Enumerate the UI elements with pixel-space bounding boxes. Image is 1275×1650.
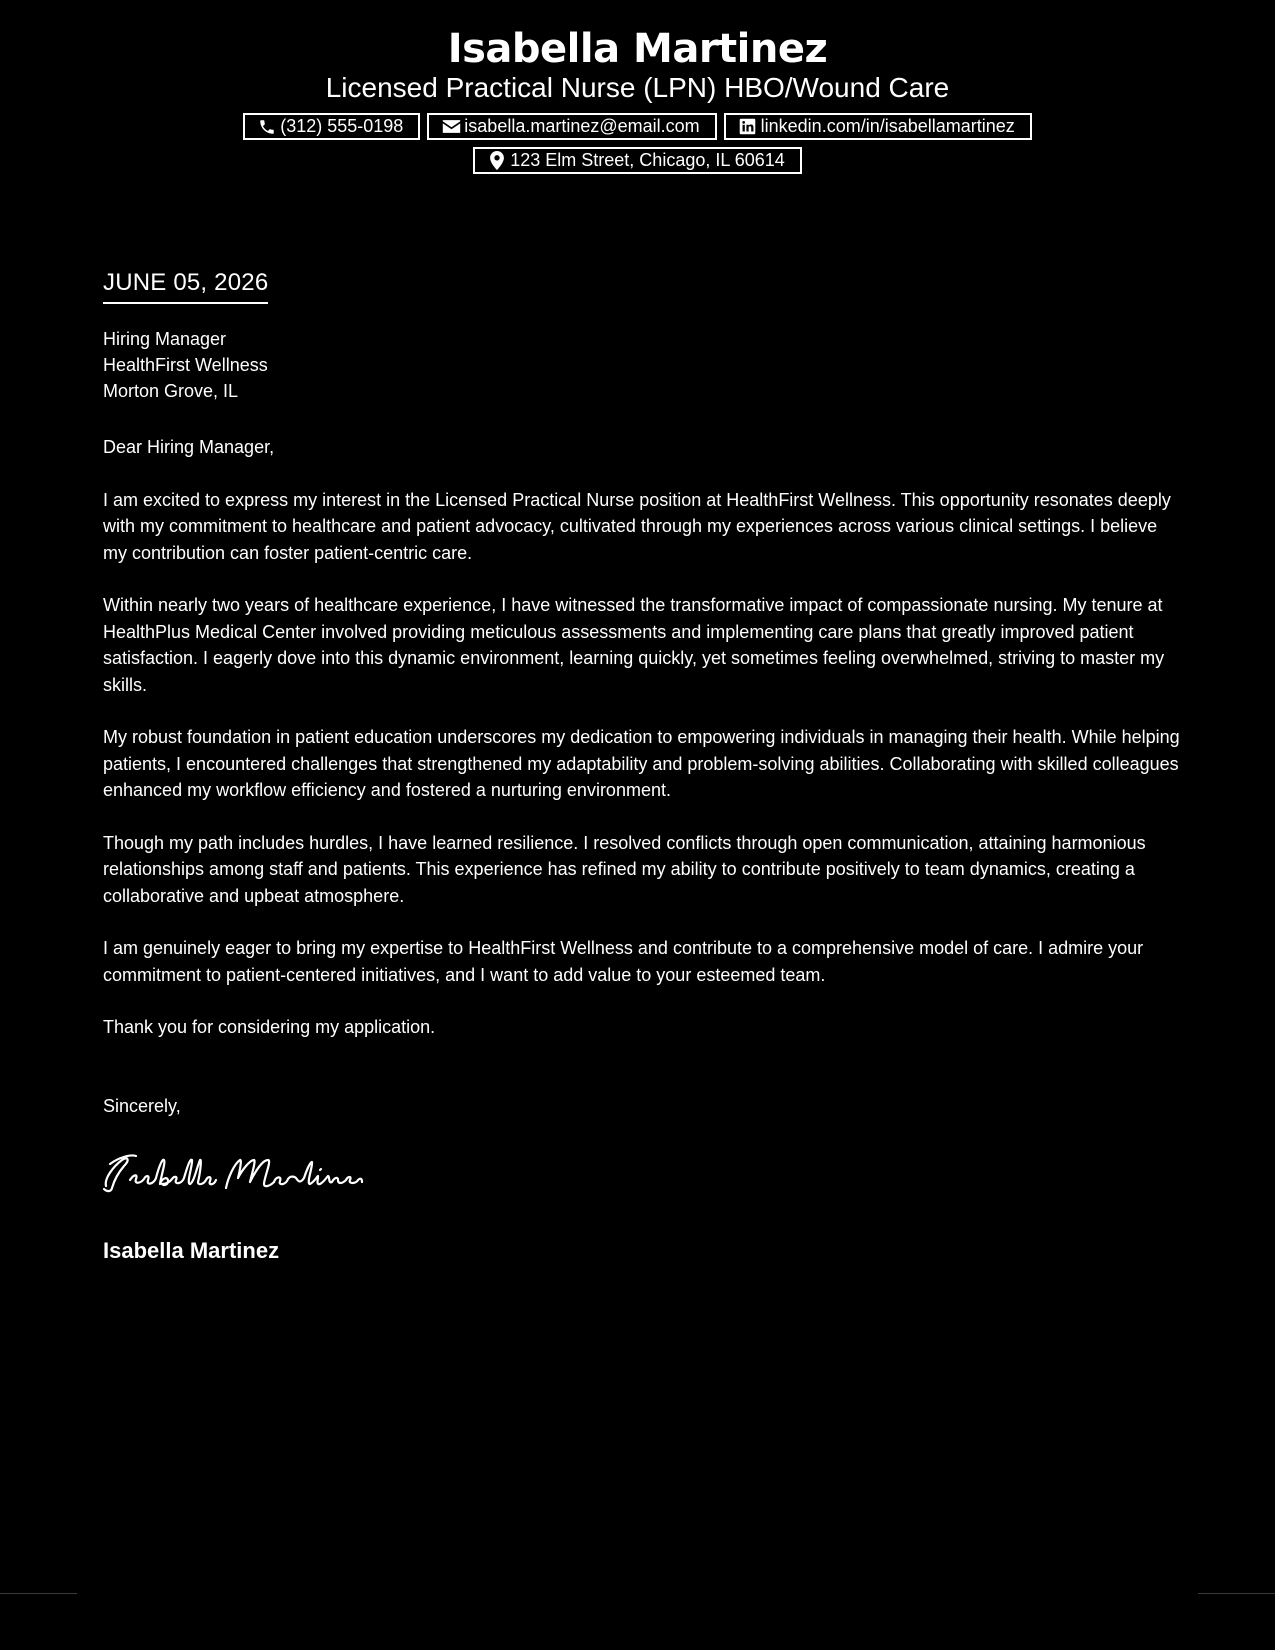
phone-icon [257, 118, 277, 136]
recipient-location: Morton Grove, IL [103, 381, 239, 401]
body-paragraph-5: I am genuinely eager to bring my expertise to HealthFirst Wellness and contribute to a comprehensive model of care. I admire your commitment to patient-centered initiatives, and I want to add value to your esteemed team. [103, 938, 1144, 985]
handwritten-signature [100, 1148, 365, 1198]
email-text: isabella.martinez@email.com [464, 116, 700, 136]
body-paragraph-2: Within nearly two years of healthcare experience, I have witnessed the transformative impact of compassionate nursing. My tenure at HealthPlus Medical Center involved providing meticulous assessments and implementing care plans that greatly improved patient satisfaction. I eagerly dove into this dynamic environment, learning quickly, yet sometimes feeling overwhelmed, striving to master my skills. [103, 595, 1165, 695]
footer-rule-right [1198, 1593, 1275, 1594]
body-paragraph-3: My robust foundation in patient education underscores my dedication to empowering individuals in managing their health. While helping patients, I encountered challenges that strengthened my adaptability and problem-solving abilities. Collaborating with skilled colleagues enhanced my workflow efficiency and fostered a nurturing environment. [103, 727, 1180, 800]
phone-chip[interactable] [243, 113, 420, 140]
envelope-icon [441, 118, 461, 136]
salutation: Dear Hiring Manager, [103, 437, 275, 457]
letter-body [103, 434, 1183, 1067]
recipient-title: Hiring Manager [103, 329, 227, 349]
applicant-headline: Licensed Practical Nurse (LPN) HBO/Wound Care [325, 72, 950, 103]
body-paragraph-4: Though my path includes hurdles, I have learned resilience. I resolved conflicts through open communication, attaining harmonious relationships among staff and patients. This experience has refined my ability to contribute positively to team dynamics, creating a collaborative and upbeat atmosphere. [103, 832, 1146, 906]
address-text: 123 Elm Street, Chicago, IL 60614 [510, 150, 785, 170]
contact-row-1 [0, 113, 1275, 140]
linkedin-chip[interactable] [724, 113, 1032, 140]
email-chip[interactable] [427, 113, 716, 140]
signer-name: Isabella Martinez [103, 1238, 280, 1263]
letter-date: JUNE 05, 2026 [103, 268, 268, 304]
linkedin-icon [738, 118, 758, 136]
map-pin-icon [487, 152, 507, 170]
closing: Sincerely, [103, 1096, 181, 1116]
linkedin-text: linkedin.com/in/isabellamartinez [760, 116, 1015, 136]
contact-row-2 [0, 147, 1275, 174]
letter-header [0, 20, 1275, 174]
recipient-company: HealthFirst Wellness [103, 355, 268, 375]
body-paragraph-1: I am excited to express my interest in the Licensed Practical Nurse position at HealthFirst Wellness. This opportunity resonates deeply with my commitment to healthcare and patient advocacy, cultivated through my experiences across various clinical settings. I believe my contribution can foster patient-centric care. [103, 489, 1171, 563]
phone-text: (312) 555-0198 [280, 116, 404, 136]
body-paragraph-6: Thank you for considering my application. [103, 1017, 436, 1037]
address-chip[interactable] [473, 147, 802, 174]
footer-rule-left [0, 1593, 77, 1594]
recipient-block [103, 326, 268, 404]
applicant-name: Isabella Martinez [447, 26, 828, 72]
